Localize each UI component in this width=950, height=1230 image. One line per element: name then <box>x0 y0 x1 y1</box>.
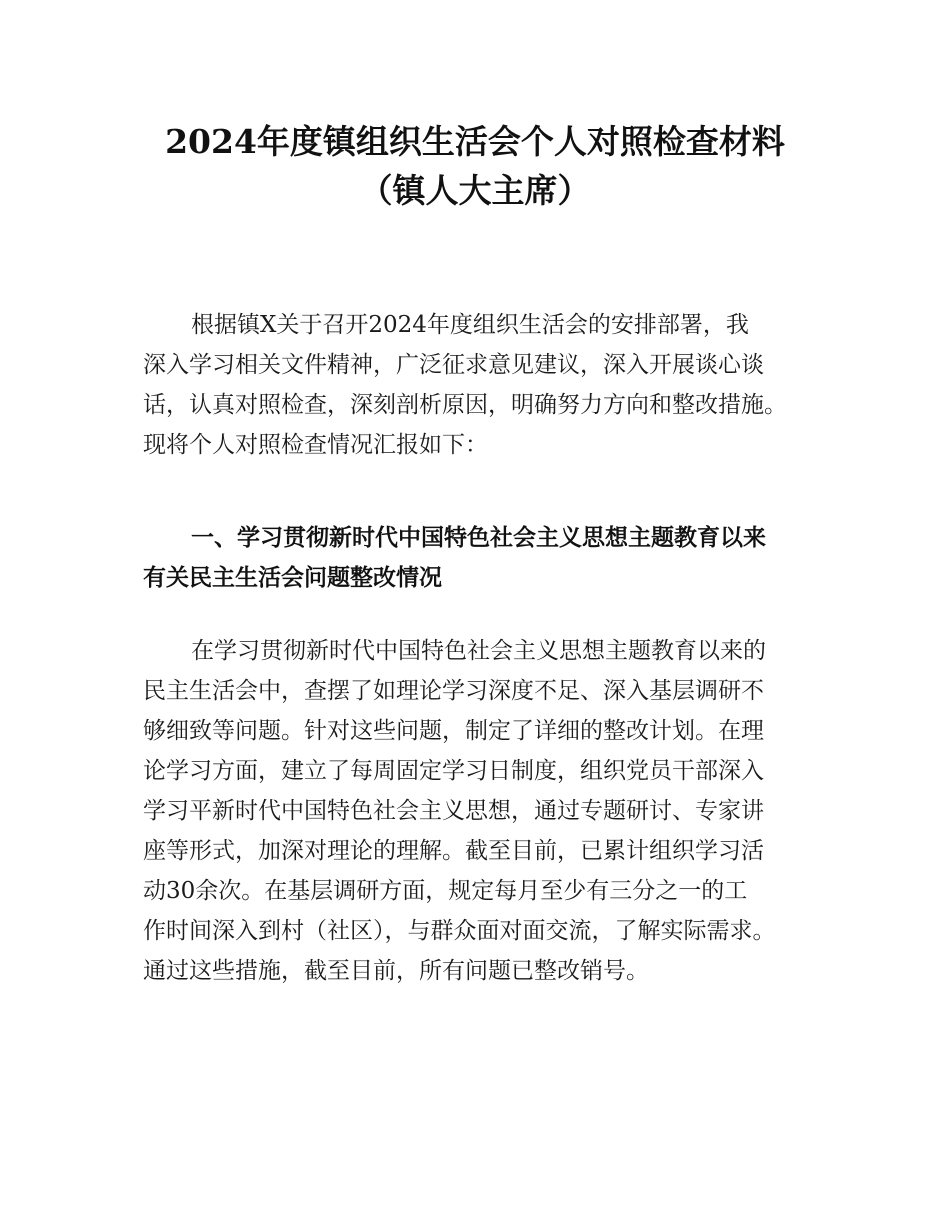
document-subtitle: （镇人大主席） <box>359 171 591 210</box>
body-line: 民主生活会中，查摆了如理论学习深度不足、深入基层调研不 <box>143 678 764 704</box>
body-line: 动30余次。在基层调研方面，规定每月至少有三分之一的工 <box>143 878 748 904</box>
body-line: 座等形式，加深对理论的理解。截至目前，已累计组织学习活 <box>143 838 764 864</box>
intro-line: 话，认真对照检查，深刻剖析原因，明确努力方向和整改措施。 <box>143 392 787 418</box>
document-title: 2024年度镇组织生活会个人对照检查材料 <box>165 122 785 161</box>
intro-line: 现将个人对照检查情况汇报如下： <box>143 432 488 458</box>
body-line: 论学习方面，建立了每周固定学习日制度，组织党员干部深入 <box>143 758 764 784</box>
body-line: 学习平新时代中国特色社会主义思想，通过专题研讨、专家讲 <box>143 798 764 824</box>
intro-line: 深入学习相关文件精神，广泛征求意见建议，深入开展谈心谈 <box>143 352 764 378</box>
body-line: 够细致等问题。针对这些问题，制定了详细的整改计划。在理 <box>143 718 764 744</box>
section-1-heading-line: 有关民主生活会问题整改情况 <box>143 565 442 591</box>
intro-paragraph <box>143 305 813 465</box>
section-1-heading <box>143 518 813 598</box>
body-line: 作时间深入到村（社区），与群众面对面交流，了解实际需求。 <box>143 918 776 944</box>
section-1-body <box>143 631 813 991</box>
body-line: 通过这些措施，截至目前，所有问题已整改销号。 <box>143 958 649 984</box>
intro-line: 根据镇X关于召开2024年度组织生活会的安排部署，我 <box>191 312 749 338</box>
section-1-heading-line: 一、学习贯彻新时代中国特色社会主义思想主题教育以来 <box>191 525 766 551</box>
body-line: 在学习贯彻新时代中国特色社会主义思想主题教育以来的 <box>191 638 766 664</box>
